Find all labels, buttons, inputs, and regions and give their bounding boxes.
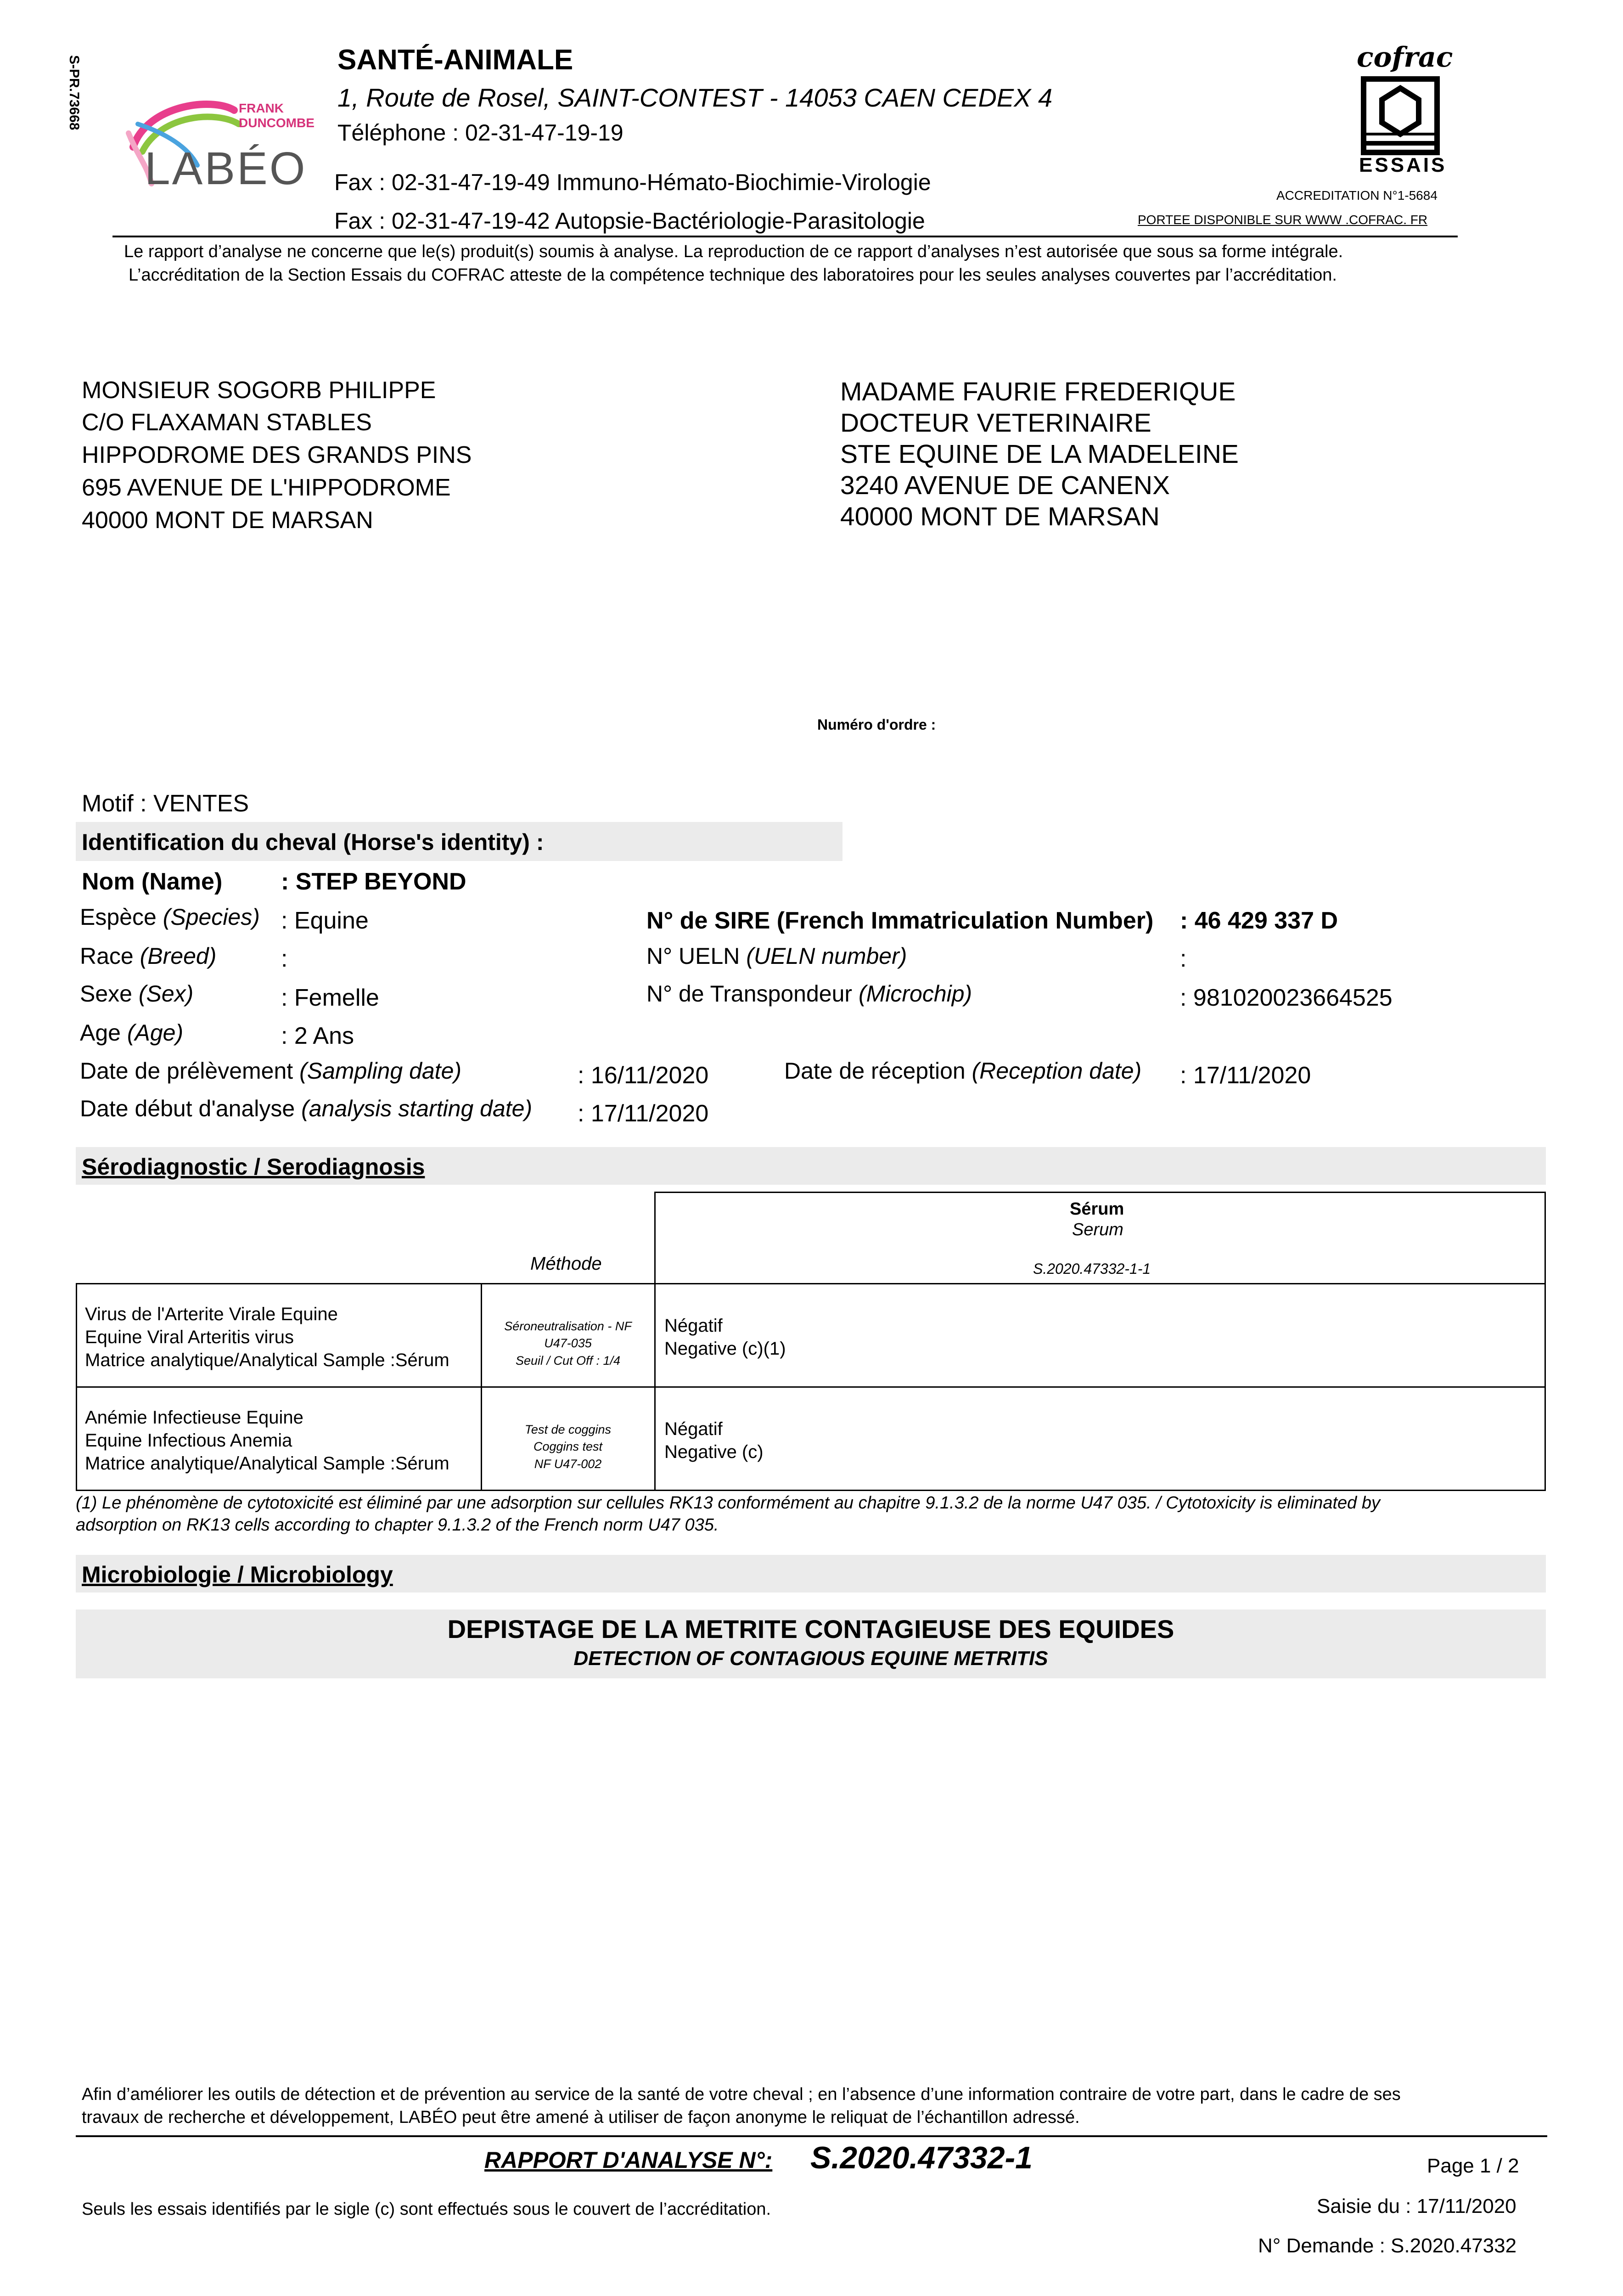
cofrac-emblem-icon	[1359, 74, 1442, 157]
transpondeur-en: (Microchip)	[858, 981, 972, 1007]
microbiology-title: Microbiologie / Microbiology	[82, 1562, 393, 1587]
debut-analyse-fr: Date début d'analyse	[80, 1096, 295, 1121]
lab-fax-1: Fax : 02-31-47-19-49 Immuno-Hémato-Biochimie-Virologie	[334, 169, 931, 195]
row-1-result-cell	[654, 1283, 1546, 1388]
ueln-label	[646, 943, 907, 969]
ueln-value: :	[1180, 945, 1187, 972]
reception-en: (Reception date)	[972, 1058, 1142, 1084]
nom-value: : STEP BEYOND	[281, 868, 466, 895]
row-1-result-1: Négatif	[664, 1316, 723, 1336]
ueln-fr: N° UELN	[646, 943, 740, 969]
footnote-2: adsorption on RK13 cells according to chapter 9.1.3.2 of the French norm U47 035.	[76, 1515, 719, 1535]
methode-header: Méthode	[530, 1254, 602, 1274]
row-2-method-1: Test de coggins	[524, 1423, 612, 1436]
espece-value: : Equine	[281, 907, 369, 934]
rapport-number: S.2020.47332-1	[810, 2140, 1033, 2175]
metritis-heading-en: DETECTION OF CONTAGIOUS EQUINE METRITIS	[573, 1647, 1048, 1670]
sample-id: S.2020.47332-1-1	[1033, 1261, 1151, 1277]
owner-line: MONSIEUR SOGORB PHILIPPE	[82, 377, 436, 404]
debut-analyse-label	[80, 1095, 532, 1122]
reception-fr: Date de réception	[784, 1058, 966, 1084]
sexe-fr: Sexe	[80, 981, 132, 1007]
prelevement-fr: Date de prélèvement	[80, 1058, 293, 1084]
row-1-label-2: Equine Viral Arteritis virus	[85, 1327, 294, 1347]
owner-line: C/O FLAXAMAN STABLES	[82, 409, 372, 436]
header-divider	[112, 236, 1458, 237]
prelevement-label	[80, 1058, 461, 1084]
debut-analyse-en: (analysis starting date)	[301, 1096, 533, 1121]
row-2-method-3: NF U47-002	[534, 1457, 602, 1471]
row-2-result-cell	[654, 1386, 1546, 1491]
logo-duncombe: DUNCOMBE	[239, 116, 314, 130]
row-1-method-cell	[481, 1283, 656, 1388]
age-fr: Age	[80, 1020, 121, 1046]
lab-fax-2: Fax : 02-31-47-19-42 Autopsie-Bactériologie-Parasitologie	[334, 208, 925, 234]
sexe-en: (Sex)	[138, 981, 194, 1007]
prelevement-value: : 16/11/2020	[578, 1062, 709, 1089]
row-1-label-1: Virus de l'Arterite Virale Equine	[85, 1304, 338, 1324]
reception-value: : 17/11/2020	[1180, 1062, 1311, 1089]
sexe-value: : Femelle	[281, 985, 379, 1011]
vet-line: DOCTEUR VETERINAIRE	[840, 408, 1151, 438]
owner-line: 695 AVENUE DE L'HIPPODROME	[82, 474, 451, 501]
serodiagnostic-title: Sérodiagnostic / Serodiagnosis	[82, 1154, 425, 1180]
race-value: :	[281, 945, 288, 972]
labeo-logo	[119, 78, 321, 202]
serum-en: Serum	[1072, 1220, 1123, 1239]
disclaimer-1: Le rapport d’analyse ne concerne que le(s) produit(s) soumis à analyse. La reproduction de ce rapport d’analyses n’est autorisée que sous sa forme intégrale.	[124, 242, 1343, 261]
age-value: : 2 Ans	[281, 1023, 354, 1049]
side-code: S-PR.73668	[67, 55, 82, 130]
logo-labeo: LABÉO	[145, 143, 307, 194]
cofrac-logo	[1354, 41, 1453, 179]
numero-ordre: Numéro d'ordre :	[817, 716, 936, 733]
age-en: (Age)	[127, 1020, 184, 1046]
nom-label: Nom (Name)	[82, 868, 223, 895]
row-1-method-2: U47-035	[544, 1336, 592, 1350]
vet-line: 3240 AVENUE DE CANENX	[840, 471, 1170, 500]
espece-fr: Espèce	[80, 904, 157, 930]
lab-telephone: Téléphone : 02-31-47-19-19	[337, 120, 623, 146]
transpondeur-label	[646, 980, 972, 1007]
row-2-method-cell	[481, 1386, 656, 1491]
disclaimer-2: L’accréditation de la Section Essais du COFRAC atteste de la compétence technique des laboratoires pour les seules analyses couvertes par l’accréditation.	[129, 265, 1337, 285]
row-2-label-1: Anémie Infectieuse Equine	[85, 1407, 303, 1428]
motif: Motif : VENTES	[82, 790, 249, 817]
row-1-label-3: Matrice analytique/Analytical Sample :Sérum	[85, 1350, 449, 1370]
transpondeur-fr: N° de Transpondeur	[646, 981, 853, 1007]
row-1-method-3: Seuil / Cut Off : 1/4	[515, 1354, 621, 1367]
logo-frank: FRANK	[239, 101, 284, 115]
sire-label: N° de SIRE (French Immatriculation Number)	[646, 907, 1154, 934]
footer-note-1: Afin d’améliorer les outils de détection et de prévention au service de la santé de votre cheval ; en l’absence d’une information contraire de votre part, dans le cadre de ses	[82, 2085, 1401, 2104]
metritis-heading-fr: DEPISTAGE DE LA METRITE CONTAGIEUSE DES EQUIDES	[447, 1615, 1174, 1643]
espece-en: (Species)	[163, 904, 260, 930]
footer-note-2: travaux de recherche et développement, LABÉO peut être amené à utiliser de façon anonyme le reliquat de l’échantillon adressé.	[82, 2108, 1080, 2127]
lab-address: 1, Route de Rosel, SAINT-CONTEST - 14053 CAEN CEDEX 4	[337, 83, 1053, 112]
sire-value: : 46 429 337 D	[1180, 907, 1338, 934]
lab-name: SANTÉ-ANIMALE	[337, 44, 573, 76]
ueln-en: (UELN number)	[746, 943, 907, 969]
debut-analyse-value: : 17/11/2020	[578, 1100, 709, 1127]
row-2-result-1: Négatif	[664, 1419, 723, 1439]
vet-line: MADAME FAURIE FREDERIQUE	[840, 377, 1236, 406]
transpondeur-value: : 981020023664525	[1180, 985, 1393, 1011]
row-2-label-2: Equine Infectious Anemia	[85, 1430, 292, 1451]
row-2-result-2: Negative (c)	[664, 1442, 764, 1462]
row-1-result-2: Negative (c)(1)	[664, 1339, 786, 1359]
portee-link[interactable]: PORTEE DISPONIBLE SUR WWW .COFRAC. FR	[1138, 213, 1428, 227]
race-en: (Breed)	[140, 943, 217, 969]
vet-line: 40000 MONT DE MARSAN	[840, 502, 1160, 531]
identification-title: Identification du cheval (Horse's identity) :	[82, 829, 544, 855]
age-label	[80, 1019, 183, 1046]
accreditation-number: ACCREDITATION N°1-5684	[1276, 188, 1438, 203]
cofrac-essais: ESSAIS	[1359, 154, 1447, 176]
footnote-1: (1) Le phénomène de cytotoxicité est éliminé par une adsorption sur cellules RK13 conformément au chapitre 9.1.3.2 de la norme U47 035. / Cytotoxicity is eliminated by	[76, 1493, 1380, 1513]
rapport-label: RAPPORT D'ANALYSE N°:	[484, 2147, 773, 2173]
vet-line: STE EQUINE DE LA MADELEINE	[840, 439, 1239, 469]
owner-line: HIPPODROME DES GRANDS PINS	[82, 442, 472, 468]
race-fr: Race	[80, 943, 134, 969]
row-1-method-1: Séroneutralisation - NF	[504, 1319, 632, 1333]
sexe-label	[80, 980, 193, 1007]
reception-label	[784, 1058, 1141, 1084]
owner-line: 40000 MONT DE MARSAN	[82, 507, 373, 534]
row-2-label-3: Matrice analytique/Analytical Sample :Sérum	[85, 1453, 449, 1474]
serum-fr: Sérum	[1070, 1199, 1124, 1219]
prelevement-en: (Sampling date)	[299, 1058, 462, 1084]
row-2-method-2: Coggins test	[533, 1440, 603, 1453]
cofrac-word: cofrac	[1357, 41, 1453, 73]
espece-label	[80, 904, 260, 930]
footer-divider	[76, 2135, 1547, 2137]
demande-number: N° Demande : S.2020.47332	[1258, 2234, 1517, 2257]
saisie-date: Saisie du : 17/11/2020	[1317, 2195, 1516, 2217]
race-label	[80, 943, 216, 969]
page-number: Page 1 / 2	[1427, 2155, 1519, 2177]
accreditation-note: Seuls les essais identifiés par le sigle (c) sont effectués sous le couvert de l’accréditation.	[82, 2200, 771, 2219]
